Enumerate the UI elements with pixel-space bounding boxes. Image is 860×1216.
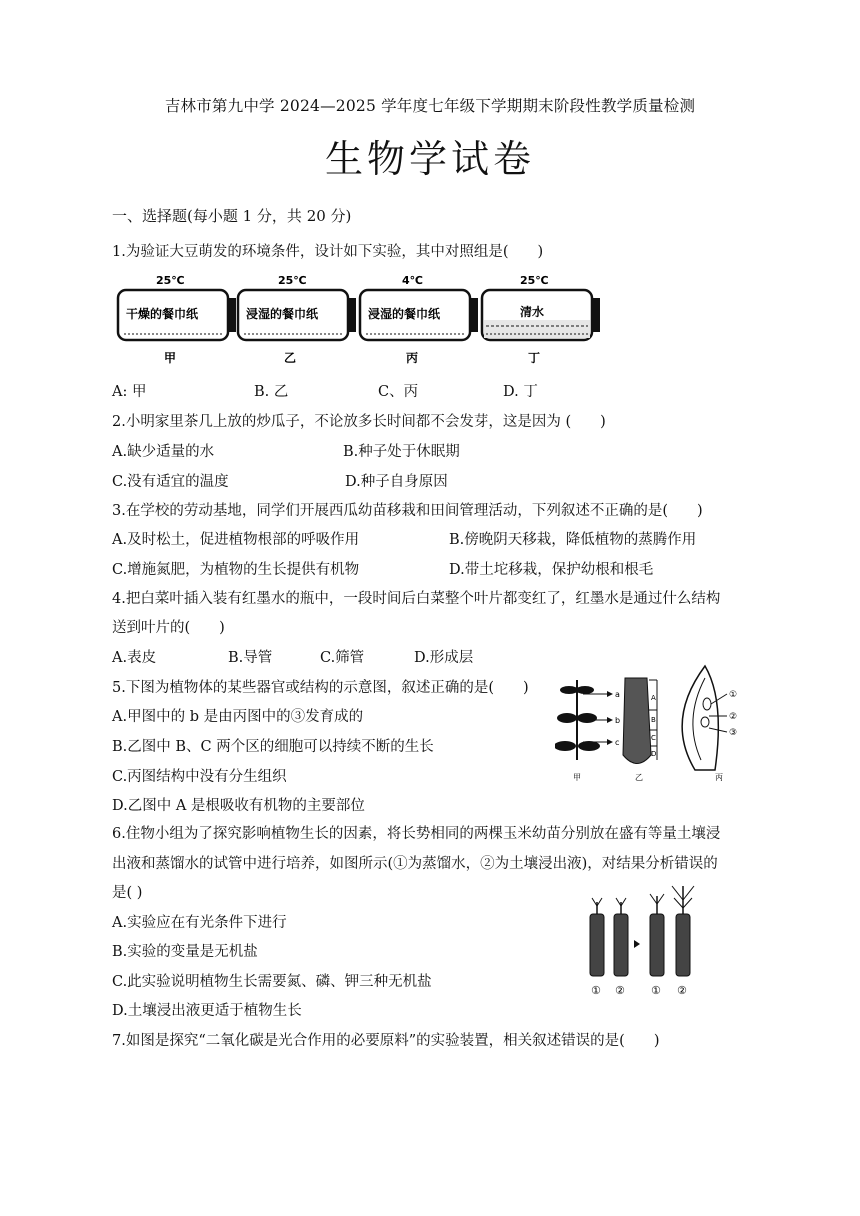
q3-option-d[interactable]: D.带土坨移栽，保护幼根和根毛 xyxy=(449,562,654,578)
q6-tube-right-1 xyxy=(650,894,664,976)
q4-option-c[interactable]: C.筛管 xyxy=(320,650,365,666)
q5-label-A: A xyxy=(651,694,656,702)
q1-temp-jia: 25℃ xyxy=(156,274,185,287)
q6-tube-right-2 xyxy=(672,886,694,976)
q2-option-d[interactable]: D.种子自身原因 xyxy=(345,474,448,490)
q3-option-c[interactable]: C.增施氮肥，为植物的生长提供有机物 xyxy=(112,562,360,578)
q5-label-1: ① xyxy=(729,690,738,700)
q6-tube-left-1 xyxy=(590,898,604,976)
section-heading: 一、选择题(每小题 1 分，共 20 分) xyxy=(112,207,352,225)
q1-name-ding: 丁 xyxy=(528,351,541,365)
q1-name-bing: 丙 xyxy=(406,351,419,365)
q1-option-d[interactable]: D. 丁 xyxy=(503,384,538,400)
q1-bottle-jia xyxy=(118,274,236,365)
q5-option-b[interactable]: B.乙图中 B、C 两个区的细胞可以持续不断的生长 xyxy=(112,739,434,755)
q5-option-d[interactable]: D.乙图中 A 是根吸收有机物的主要部位 xyxy=(112,798,365,814)
q5-figure xyxy=(555,660,755,785)
q2-option-b[interactable]: B.种子处于休眠期 xyxy=(343,444,460,460)
q4-option-a[interactable]: A.表皮 xyxy=(112,650,157,666)
q6-option-b[interactable]: B.实验的变量是无机盐 xyxy=(112,944,258,960)
q1-stem: 1.为验证大豆萌发的环境条件，设计如下实验，其中对照组是( ) xyxy=(112,244,544,260)
q1-name-jia: 甲 xyxy=(164,351,177,365)
q5-label-3: ③ xyxy=(729,728,738,738)
q2-option-c[interactable]: C.没有适宜的温度 xyxy=(112,474,229,490)
q1-bottle-yi xyxy=(238,274,356,365)
q3-option-b[interactable]: B.傍晚阴天移栽，降低植物的蒸腾作用 xyxy=(449,532,697,548)
exam-header: 吉林市第九中学 2024—2025 学年度七年级下学期期末阶段性教学质量检测 xyxy=(164,97,696,115)
q5-label-D: D xyxy=(651,750,657,758)
q6-option-d[interactable]: D.土壤浸出液更适于植物生长 xyxy=(112,1003,302,1019)
q1-name-yi: 乙 xyxy=(284,351,297,365)
q5-label-B: B xyxy=(651,716,656,724)
q5-label-C: C xyxy=(651,734,656,742)
q6-arrow-icon xyxy=(634,940,640,948)
q2-stem: 2.小明家里茶几上放的炒瓜子，不论放多长时间都不会发芽，这是因为 ( ) xyxy=(112,414,606,430)
q6-option-c[interactable]: C.此实验说明植物生长需要氮、磷、钾三种无机盐 xyxy=(112,974,432,990)
q5-label-c: c xyxy=(615,738,620,747)
q6-stem-line3: 是( ) xyxy=(112,885,143,901)
q6-label-1a: ① xyxy=(591,984,601,997)
q7-stem: 7.如图是探究“二氧化碳是光合作用的必要原料”的实验装置，相关叙述错误的是( ) xyxy=(112,1033,660,1049)
q1-label-ding: 清水 xyxy=(520,305,545,319)
q3-option-a[interactable]: A.及时松土，促进植物根部的呼吸作用 xyxy=(112,532,360,548)
q5-label-2: ② xyxy=(729,712,738,722)
q5-seedling-jia xyxy=(555,680,620,782)
q4-stem-line2: 送到叶片的( ) xyxy=(112,620,225,636)
q5-option-a[interactable]: A.甲图中的 b 是由丙图中的③发育成的 xyxy=(112,709,364,725)
q5-seed-bing xyxy=(682,666,737,782)
q1-label-yi: 浸湿的餐巾纸 xyxy=(246,307,319,321)
q1-label-bing: 浸湿的餐巾纸 xyxy=(368,307,441,321)
q1-option-c[interactable]: C、丙 xyxy=(378,384,419,400)
q4-option-d[interactable]: D.形成层 xyxy=(414,650,474,666)
q6-option-a[interactable]: A.实验应在有光条件下进行 xyxy=(112,915,287,931)
q1-option-a[interactable]: A: 甲 xyxy=(112,384,147,400)
q1-label-jia: 干燥的餐巾纸 xyxy=(126,307,199,321)
q5-label-yi: 乙 xyxy=(635,773,643,782)
q6-figure xyxy=(582,884,702,999)
q1-figure xyxy=(112,268,602,368)
q6-label-2a: ② xyxy=(615,984,625,997)
q6-label-2b: ② xyxy=(677,984,687,997)
q1-temp-ding: 25℃ xyxy=(520,274,549,287)
q1-option-b[interactable]: B. 乙 xyxy=(254,384,289,400)
q6-stem-line2: 出液和蒸馏水的试管中进行培养，如图所示(①为蒸馏水，②为土壤浸出液)，对结果分析错误的 xyxy=(112,856,718,872)
page-title: 生物学试卷 xyxy=(324,137,535,181)
q5-root-tip-yi xyxy=(623,678,657,782)
q2-option-a[interactable]: A.缺少适量的水 xyxy=(112,444,215,460)
q5-option-c[interactable]: C.丙图结构中没有分生组织 xyxy=(112,769,287,785)
q5-label-bing: 丙 xyxy=(715,773,723,782)
q5-label-b: b xyxy=(615,716,621,725)
q5-stem: 5.下图为植物体的某些器官或结构的示意图，叙述正确的是( ) xyxy=(112,680,529,696)
q4-stem-line1: 4.把白菜叶插入装有红墨水的瓶中，一段时间后白菜整个叶片都变红了，红墨水是通过什么结构 xyxy=(112,591,721,607)
q3-stem: 3.在学校的劳动基地，同学们开展西瓜幼苗移栽和田间管理活动，下列叙述不正确的是( ) xyxy=(112,503,703,519)
q6-tube-left-2 xyxy=(614,898,628,976)
q4-option-b[interactable]: B.导管 xyxy=(228,650,273,666)
q5-label-jia: 甲 xyxy=(573,773,581,782)
q5-label-a: a xyxy=(615,690,620,699)
q6-stem-line1: 6.住物小组为了探究影响植物生长的因素，将长势相同的两棵玉米幼苗分别放在盛有等量土壤浸 xyxy=(112,826,721,842)
q1-temp-yi: 25℃ xyxy=(278,274,307,287)
q1-bottle-ding xyxy=(482,274,600,365)
q1-temp-bing: 4℃ xyxy=(402,274,423,287)
q6-label-1b: ① xyxy=(651,984,661,997)
q1-bottle-bing xyxy=(360,274,478,365)
